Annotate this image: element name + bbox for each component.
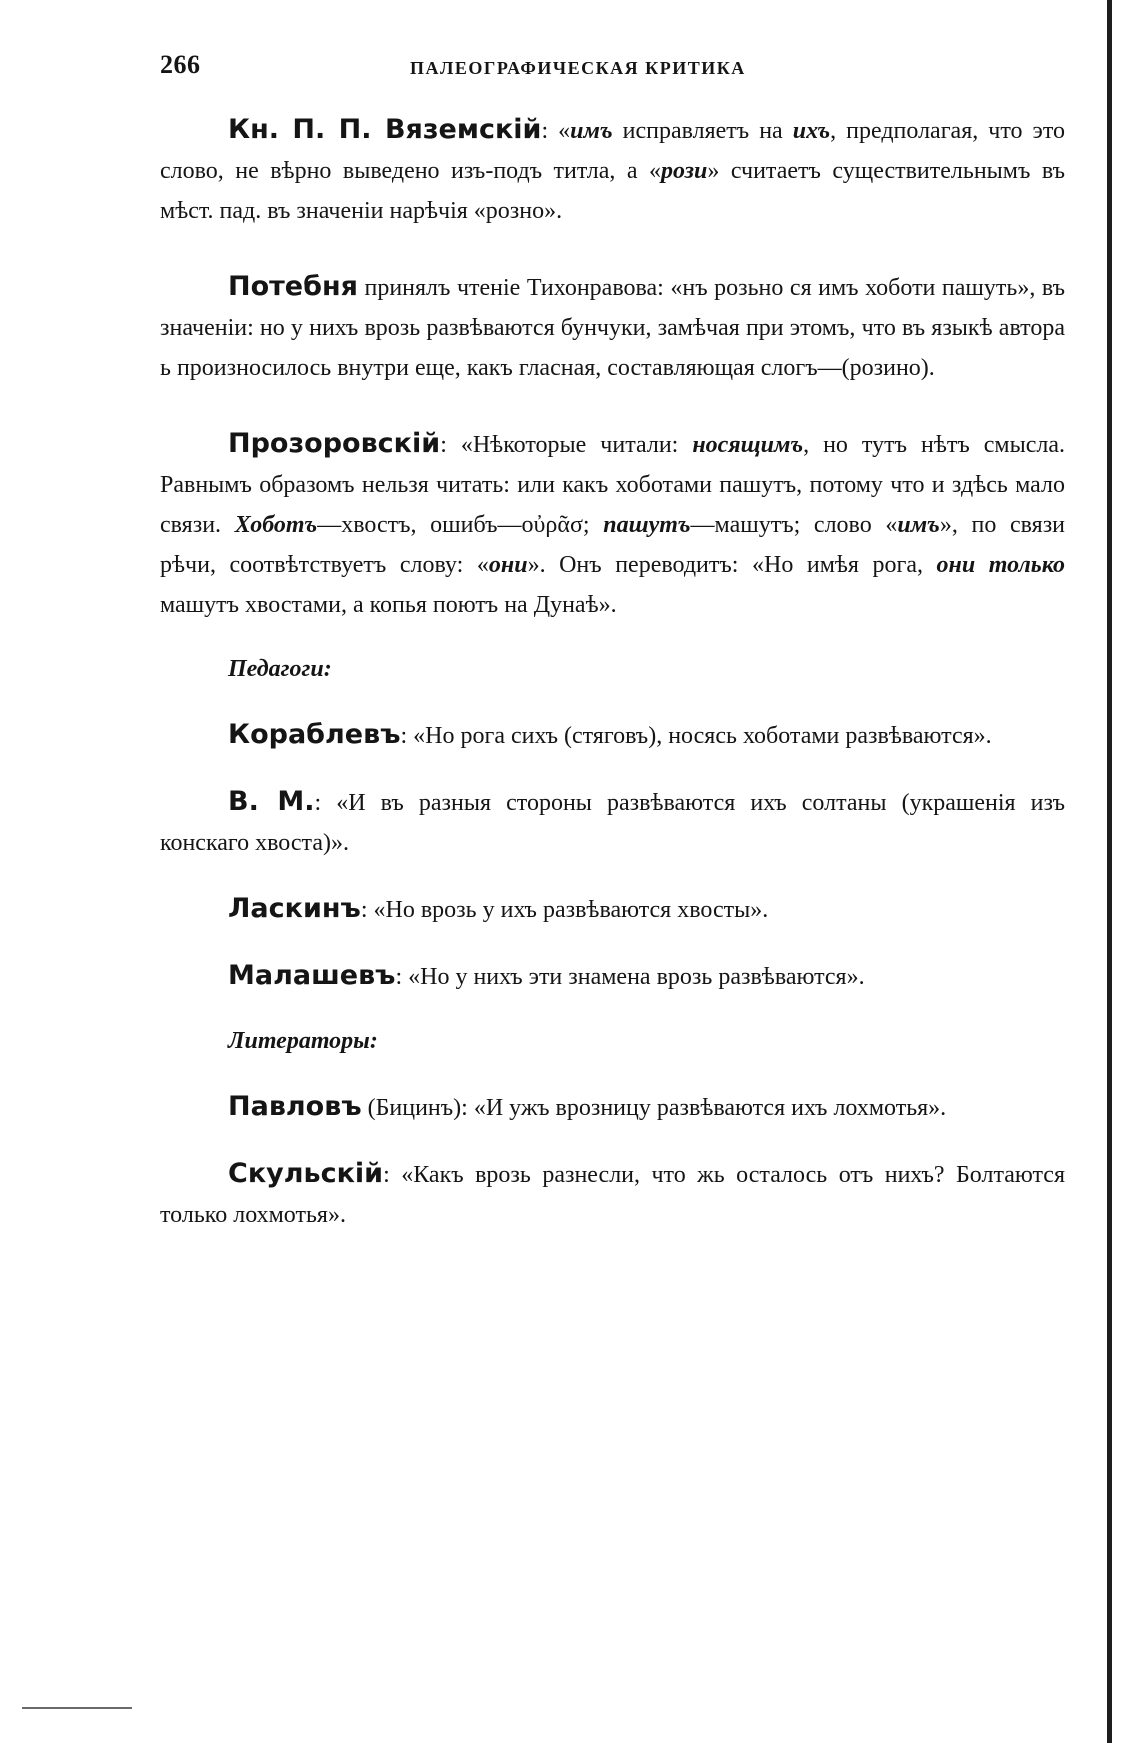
paragraph-prozorovsky: Прозоровскій: «Нѣкоторые читали: носящимъ, но тутъ нѣтъ смысла. Равнымъ образомъ нельзя читать: или какъ хоботами пашутъ, потому что и здѣсь мало связи. Хоботъ—хвостъ, ошибъ—οὐρᾶσ; пашутъ—машутъ; слово «имъ», по связи рѣчи, соотвѣтствуетъ слову: «они». Онъ переводитъ: «Но имѣя рога, они только машутъ хвостами, а копья поютъ на Дунаѣ».	[160, 428, 1066, 618]
page-edge-line	[1107, 0, 1112, 1743]
page-body	[160, 110, 1065, 1235]
paragraph-pavlov: Павловъ (Бицинъ): «И ужъ врозницу развѣваются ихъ лохмотья».	[228, 1091, 947, 1122]
footer-rule	[22, 1707, 132, 1709]
section-heading-pedagogues: Педагоги:	[228, 656, 332, 682]
paragraph-potebnya: Потебня принялъ чтеніе Тихонравова: «нъ розьно ся имъ хоботи пашуть», въ значеніи: но у нихъ врозь развѣваются бунчуки, замѣчая при этомъ, что въ языкѣ автора ь произносилось внутри еще, какъ гласная, составляющая слогъ—(розино).	[160, 271, 1065, 381]
author-name: Прозоровскій	[228, 428, 441, 459]
author-name: Скульскій	[228, 1158, 384, 1189]
page-header	[160, 50, 1060, 90]
author-name: Павловъ	[228, 1091, 362, 1122]
paragraph-skulsky: Скульскій: «Какъ врозь разнесли, что жь осталось отъ нихъ? Болтаются только лохмотья».	[160, 1158, 1065, 1228]
author-name: Потебня	[228, 271, 358, 302]
author-name: В. М.	[228, 786, 315, 817]
running-title: ПАЛЕОГРАФИЧЕСКАЯ КРИТИКА	[410, 58, 746, 78]
author-name: Ласкинъ	[228, 893, 361, 924]
page-number: 266	[160, 50, 201, 79]
paragraph-korablev: Кораблевъ: «Но рога сихъ (стяговъ), носясь хоботами развѣваются».	[228, 719, 992, 750]
author-name: Малашевъ	[228, 960, 396, 991]
paragraph-vm: В. М.: «И въ разныя стороны развѣваются ихъ солтаны (украшенія изъ конскаго хвоста)».	[160, 786, 1065, 856]
author-name: Кораблевъ	[228, 719, 401, 750]
paragraph-malashev: Малашевъ: «Но у нихъ эти знамена врозь развѣваются».	[228, 960, 865, 991]
paragraph-laskin: Ласкинъ: «Но врозь у ихъ развѣваются хвосты».	[228, 893, 769, 924]
author-name: Кн. П. П. Вяземскій	[228, 114, 542, 145]
paragraph-vyazemsky: Кн. П. П. Вяземскій: «имъ исправляетъ на ихъ, предполагая, что это слово, не вѣрно выведено изъ-подъ титла, а «рози» считаетъ существительнымъ въ мѣст. пад. въ значеніи нарѣчія «розно».	[160, 114, 1066, 224]
section-heading-writers: Литераторы:	[228, 1028, 378, 1054]
